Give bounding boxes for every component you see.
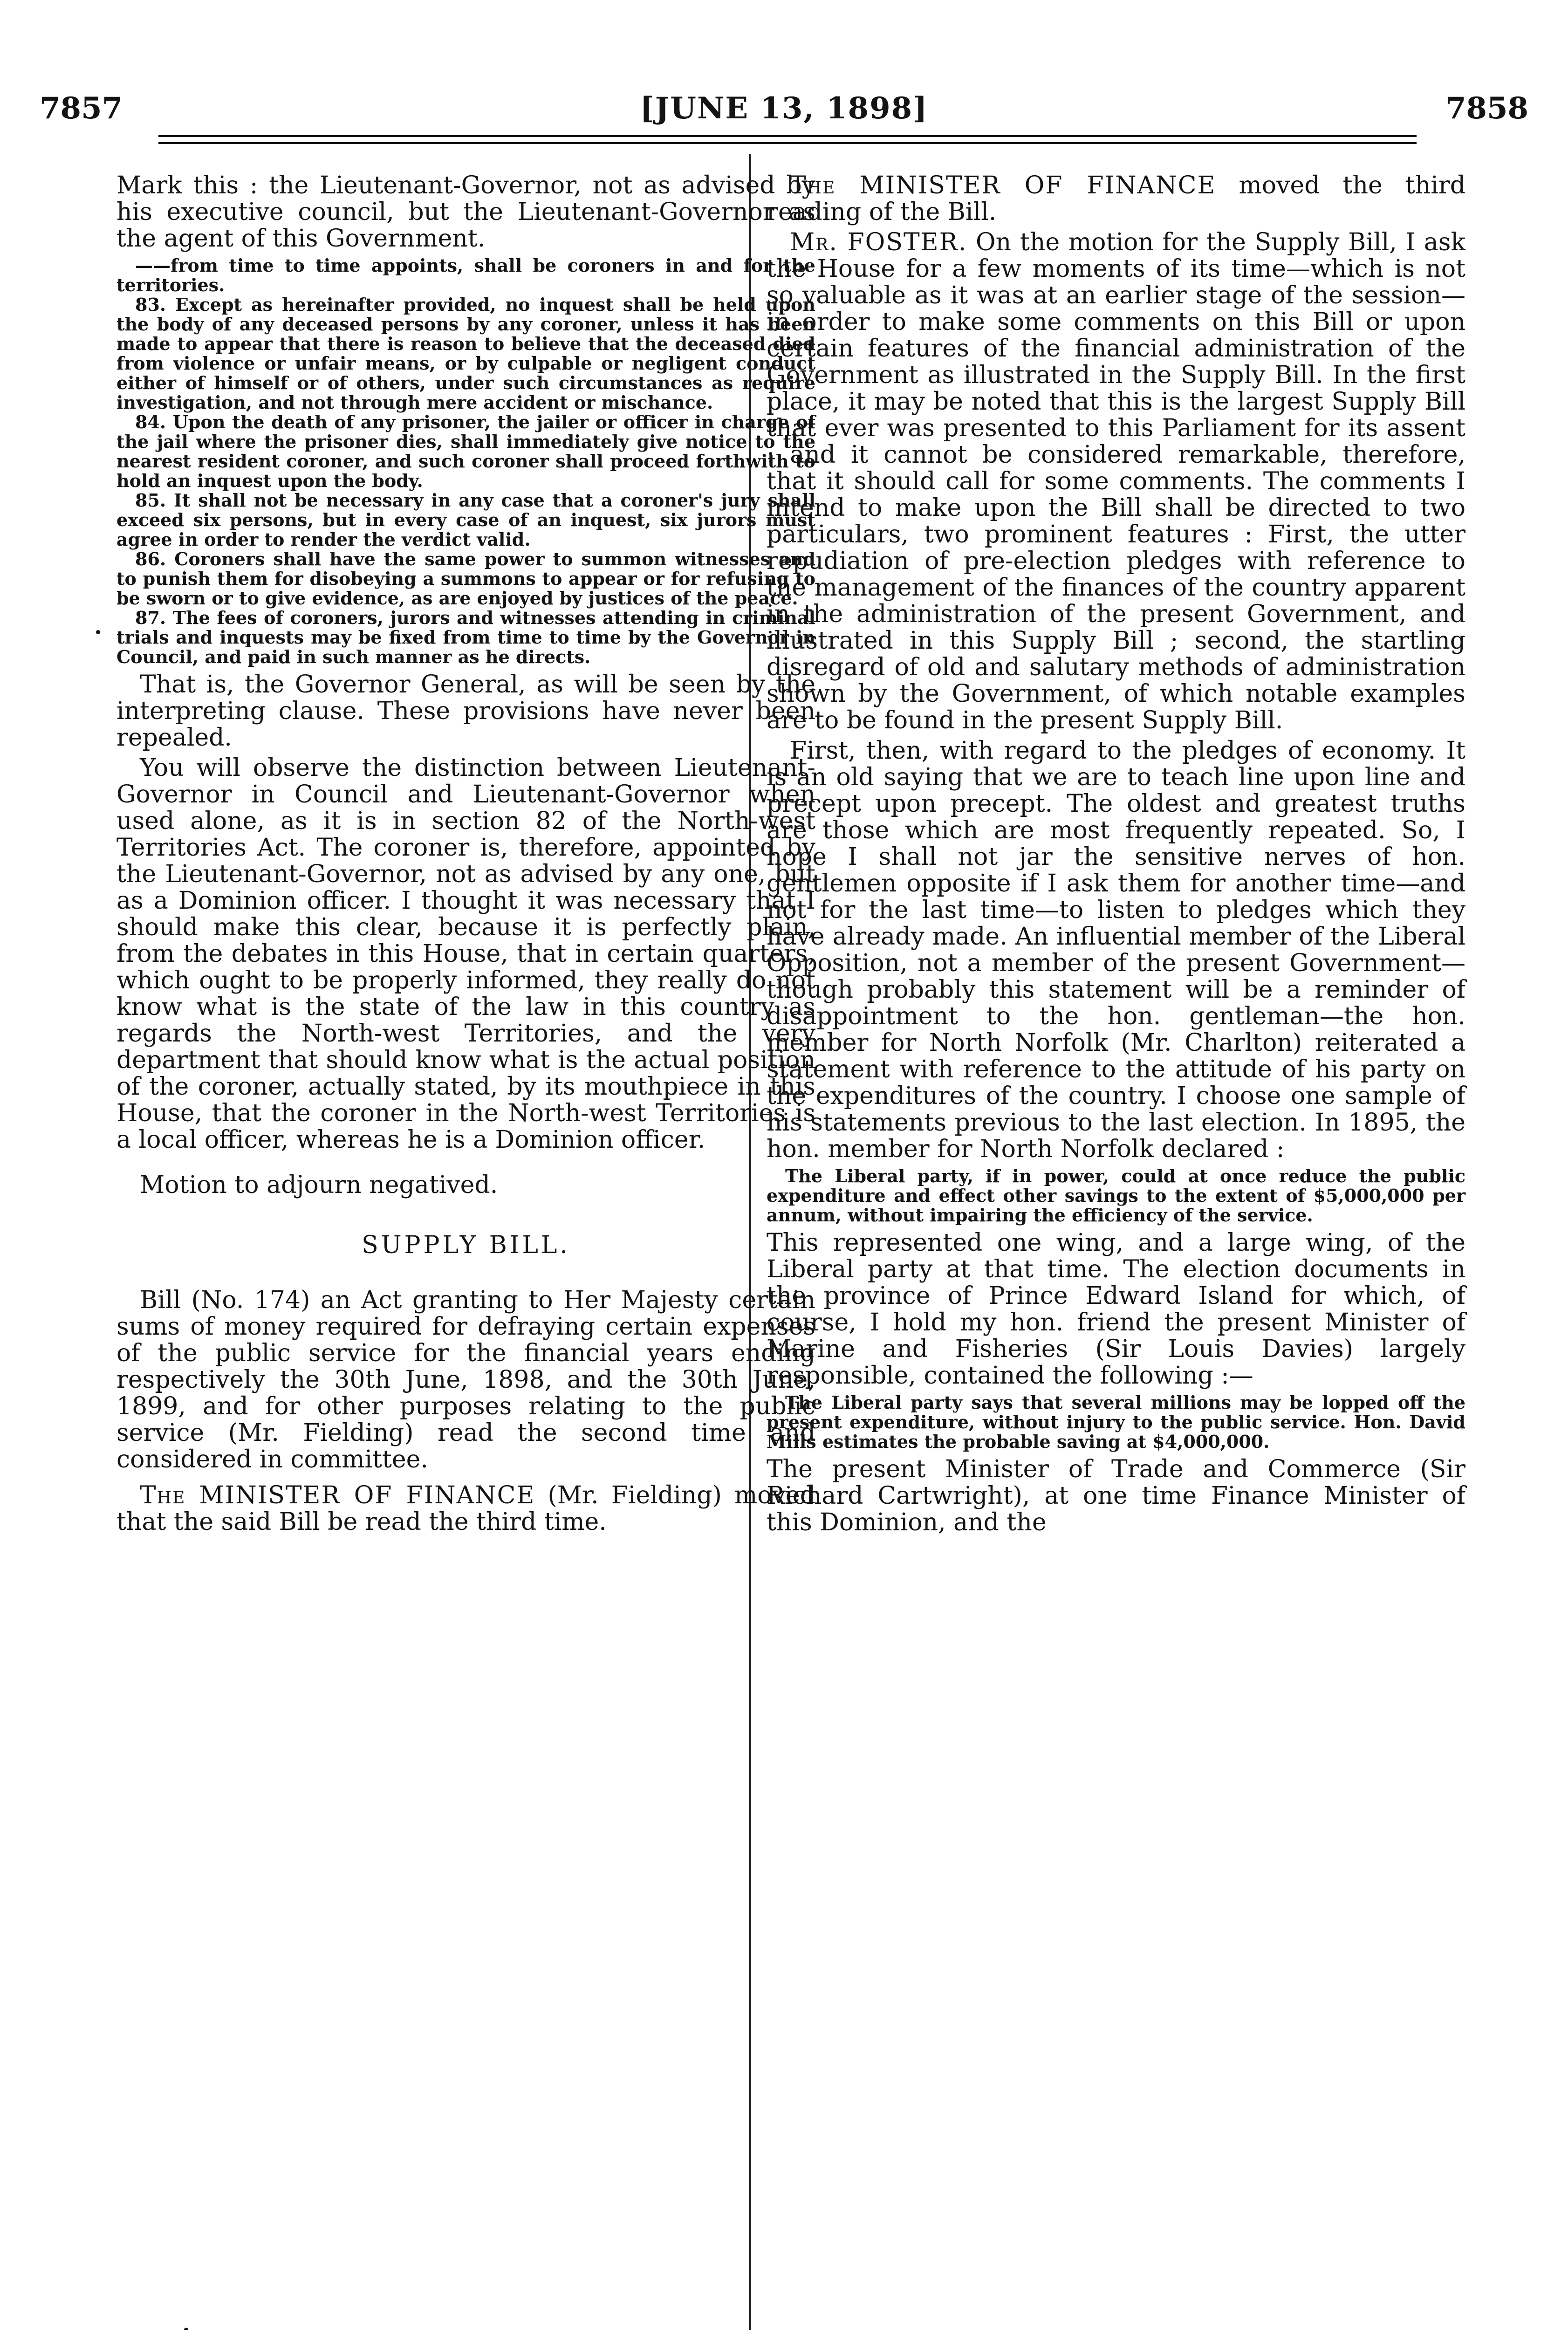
right-paragraph-1: [767, 172, 1465, 226]
right-paragraph-4: This represented one wing, and a large wing, of the Liberal party at that time. The election documents in the province of Prince Edward Island for which, of course, I hold my hon. friend the present Minister of Marine and Fisheries (Sir Louis Davies) largely responsible, contained the following :—: [767, 1229, 1465, 1390]
right-paragraph-3: First, then, with regard to the pledges of economy. It is an old saying that we are to teach line upon line and precept upon precept. The oldest and greatest truths are those which are most frequently repeated. So, I hope I shall not jar the sensitive nerves of hon. gentlemen opposite if I ask them for another time—and not for the last time—to listen to pledges which they have already made. An influential member of the Liberal Opposition, not a member of the present Government—though probably this statement will be a reminder of disappointment to the hon. gentleman—the hon. member for North Norfolk (Mr. Charlton) reiterated a statement with reference to the attitude of his party on the expenditures of the country. I choose one sample of his statements previous to the last election. In 1895, the hon. member for North Norfolk declared :: [767, 737, 1465, 1163]
left-paragraph-5: Bill (No. 174) an Act granting to Her Majesty certain sums of money required for defraying certain expenses of the public service for the financial years ending respectively the 30th June, 1898, and the 30th June, 1899, and for other purposes relating to the public service (Mr. Fielding) read the second time and considered in committee.: [116, 1286, 815, 1473]
right-column: [767, 172, 1465, 2330]
quote-liberal-party: [767, 1393, 1465, 1452]
left-paragraph-1: Mark this : the Lieutenant-Governor, not as advised by his executive council, but the Lieutenant-Governor as the agent of this Government.: [116, 171, 815, 253]
left-paragraph-6: [116, 1482, 815, 1535]
quote-section-86: 86. Coroners shall have the same power to summon witnesses and to punish them for disobeying a summons to appear or for refusing to be sworn or to give evidence, as are enjoyed by justices of the peace.: [116, 548, 815, 609]
quote-section-84: 84. Upon the death of any prisoner, the jailer or officer in charge of the jail where the prisoner dies, shall immediately give notice to the nearest resident coroner, and such coroner shall proceed forthwith to hold an inquest upon the body.: [116, 411, 815, 491]
left-paragraph-3: You will observe the distinction between Lieutenant-Governor in Council and Lieutenant-Governor when used alone, as it is in section 82 of the North-west Territories Act. The coroner is, therefore, appointed by the Lieutenant-Governor, not as advised by any one, but as a Dominion officer. I thought it was necessary that I should make this clear, because it is perfectly plain, from the debates in this House, that in certain quarters, which ought to be properly informed, they really do not know what is the state of the law in this country as regards the North-west Territories, and the very department that should know what is the actual position of the coroner, actually stated, by its mouthpiece in this House, that the coroner in the North-west Territories is a local officer, whereas he is a Dominion officer.: [116, 754, 815, 1154]
page-date: [JUNE 13, 1898]: [640, 91, 928, 126]
left-page-number: 7857: [40, 91, 123, 126]
quote-text: The Liberal party says that several millions may be lopped off the present expenditure, without injury to the public service. Hon. David Mills estimates the probable saving at $4,000,000.: [767, 1392, 1465, 1452]
header-rule-top: [158, 135, 1417, 137]
quote-line: ——from time to time appoints, shall be coroners in and for the territories.: [116, 255, 815, 295]
right-page-number: 7858: [1445, 91, 1528, 126]
left-paragraph-4: Motion to adjourn negatived.: [140, 1171, 498, 1199]
speaker-name: The MINISTER OF FINANCE: [140, 1481, 535, 1509]
quote-text: The Liberal party, if in power, could at once reduce the public expenditure and effect other savings to the extent of $5,000,000 per annum, without impairing the efficiency of the service.: [767, 1165, 1465, 1226]
quote-charlton: [767, 1166, 1465, 1225]
speaker-text: moved the third reading of the Bill.: [767, 171, 1465, 226]
header-rule-bottom: [158, 142, 1417, 144]
ink-dot: [184, 2328, 188, 2330]
right-paragraph-2: [767, 229, 1465, 734]
speaker-name: Mr. FOSTER.: [790, 228, 967, 256]
speaker-name: The MINISTER OF FINANCE: [790, 171, 1216, 199]
quote-section-83: 83. Except as hereinafter provided, no inquest shall be held upon the body of any deceased persons by any coroner, unless it has been made to appear that there is reason to believe that the deceased died from violence or unfair means, or by culpable or negligent conduct either of himself or of others, under such circumstances as require investigation, and not through mere accident or mischance.: [116, 294, 815, 413]
quote-section-85: 85. It shall not be necessary in any case that a coroner's jury shall exceed six persons, but in every case of an inquest, six jurors must agree in order to render the verdict valid.: [116, 490, 815, 550]
quote-block-statute: [116, 256, 815, 667]
speaker-text: (Mr. Fielding) moved that the said Bill be read the third time.: [116, 1481, 815, 1536]
quote-section-87: 87. The fees of coroners, jurors and witnesses attending in criminal trials and inquests may be fixed from time to time by the Governor in Council, and paid in such manner as he directs.: [116, 607, 815, 667]
margin-mark: [96, 630, 100, 634]
speaker-text: On the motion for the Supply Bill, I ask the House for a few moments of its time—which is not so valuable as it was at an earlier stage of the session—in order to make some comments on this Bill or upon certain features of the financial administration of the Government as illustrated in the Supply Bill. In the first place, it may be noted that this is the largest Supply Bill that ever was presented to this Parliament for its assent : and it cannot be considered remarkable, therefore, that it should call for some comments. The comments I intend to make upon the Bill shall be directed to two particulars, two prominent features : First, the utter repudiation of pre-election pledges with reference to the management of the finances of the country apparent in the administration of the present Government, and illustrated in this Supply Bill ; second, the startling disregard of old and salutary methods of administration shown by the Government, of which notable examples are to be found in the present Supply Bill.: [767, 228, 1465, 734]
section-heading: SUPPLY BILL.: [362, 1231, 570, 1259]
left-paragraph-2: That is, the Governor General, as will be seen by the interpreting clause. These provisions have never been repealed.: [116, 671, 815, 752]
right-paragraph-5: The present Minister of Trade and Commerce (Sir Richard Cartwright), at one time Finance Minister of this Dominion, and the: [767, 1455, 1465, 1536]
page-header: [0, 0, 1568, 149]
left-column: [116, 172, 815, 2330]
